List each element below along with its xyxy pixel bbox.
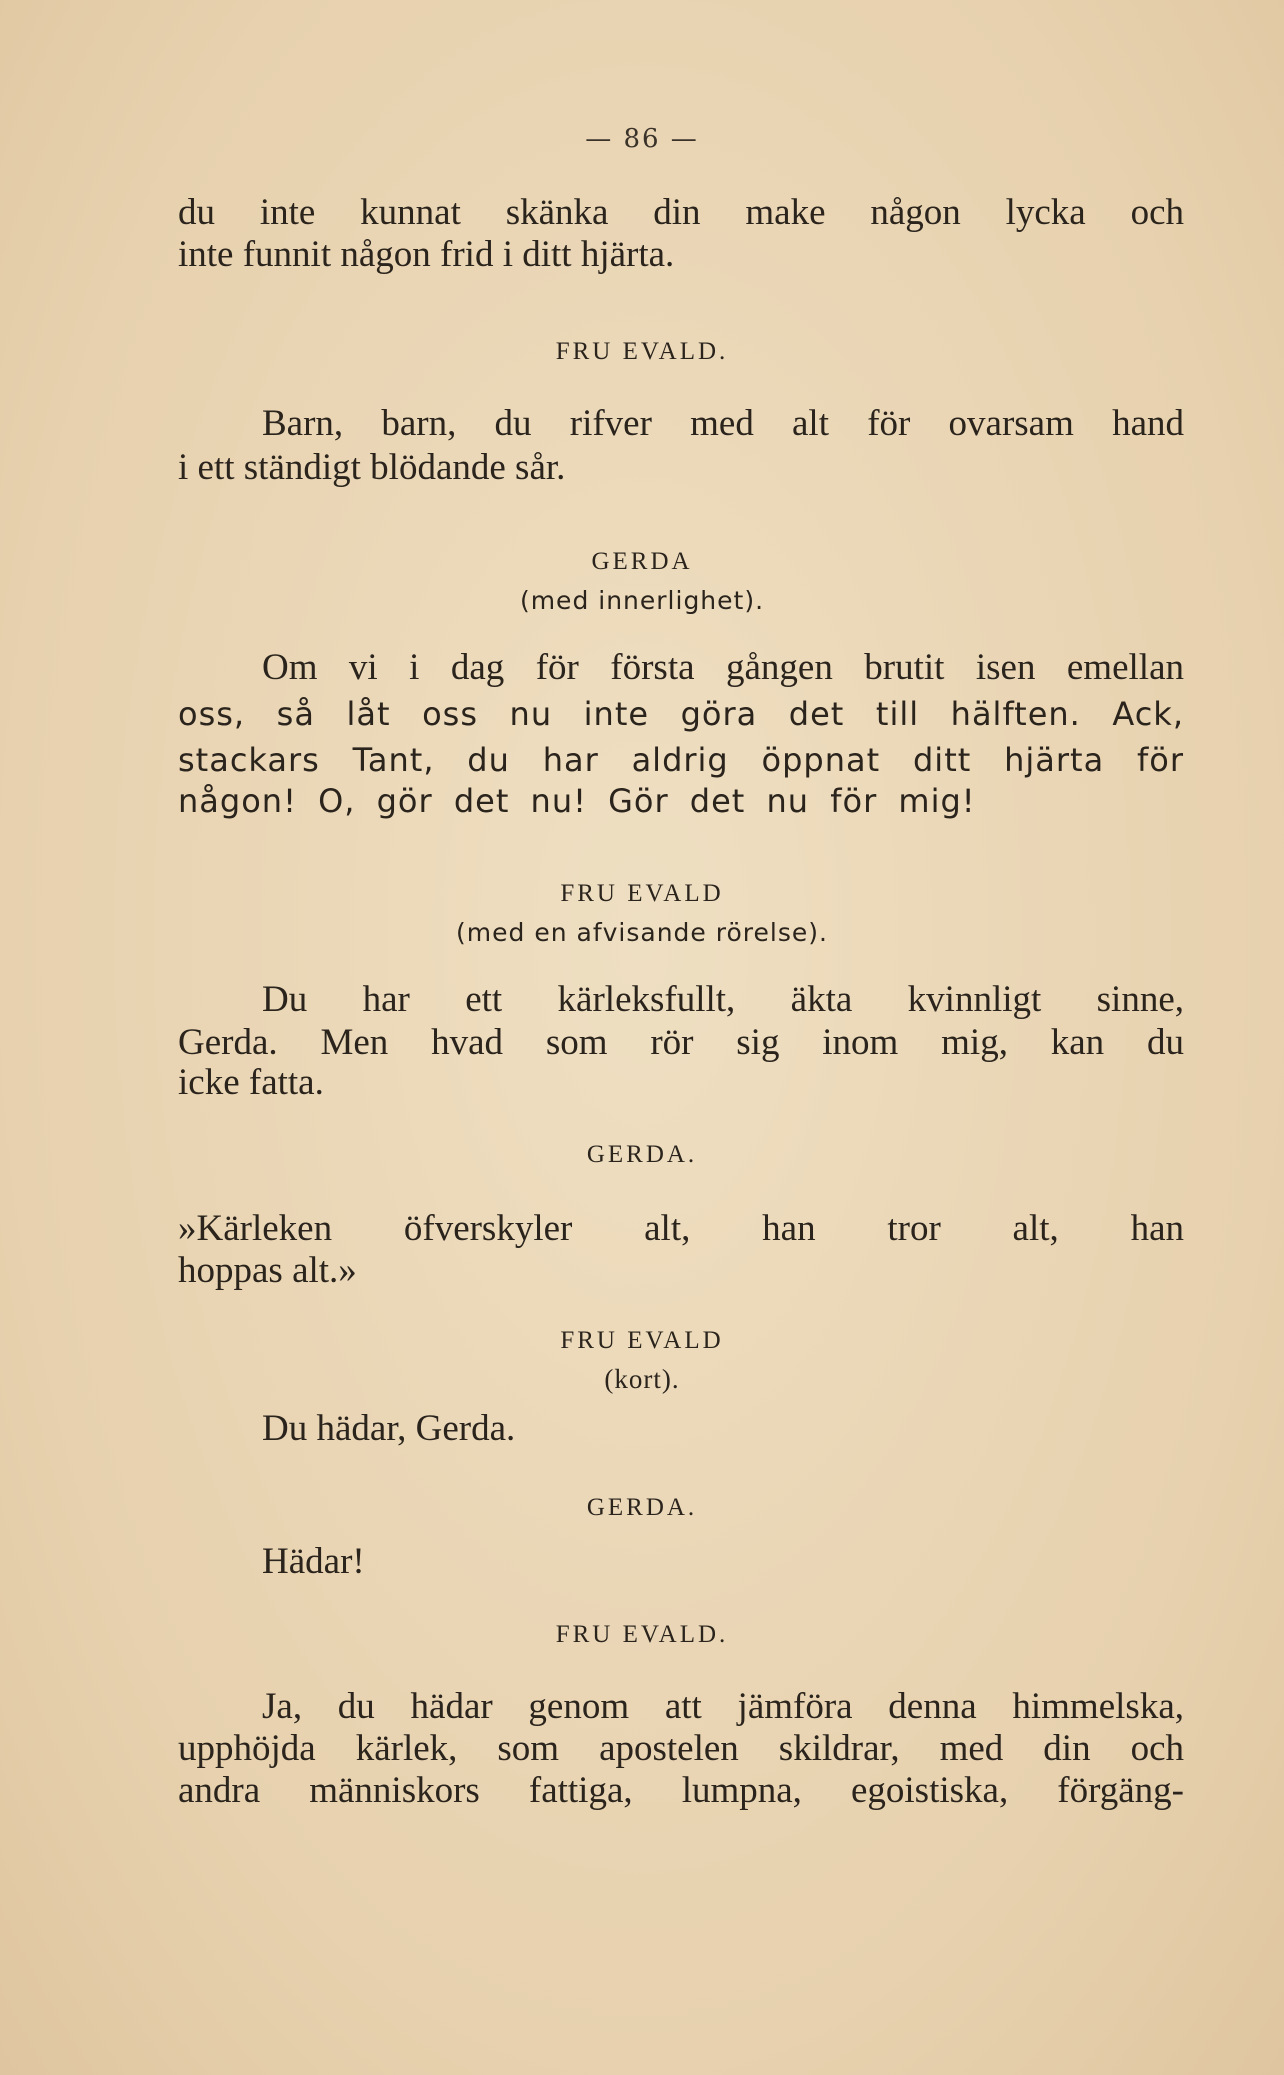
text-line: andra människors fattiga, lumpna, egoistiska, förgäng- (178, 1770, 1184, 1811)
text-line: någon! O, gör det nu! Gör det nu för mig! (178, 782, 976, 820)
speaker-name: GERDA (591, 548, 693, 575)
speaker-name: FRU EVALD. (555, 1621, 729, 1648)
text-line: du inte kunnat skänka din make någon lycka och (178, 192, 1184, 233)
text-line: inte funnit någon frid i ditt hjärta. (178, 234, 675, 275)
speaker-name: GERDA. (586, 1141, 698, 1168)
text-line: icke fatta. (178, 1062, 324, 1103)
stage-direction: (kort). (604, 1364, 680, 1394)
speaker-name: GERDA. (586, 1494, 698, 1521)
text-line: i ett ständigt blödande sår. (178, 447, 566, 488)
speaker-name: FRU EVALD. (555, 338, 729, 365)
text-line: Gerda. Men hvad som rör sig inom mig, kan du (178, 1022, 1184, 1063)
text-line: hoppas alt.» (178, 1250, 357, 1291)
text-line: stackars Tant, du har aldrig öppnat ditt hjärta för (178, 741, 1184, 779)
text-line: Ja, du hädar genom att jämföra denna himmelska, (262, 1686, 1184, 1727)
text-line: Om vi i dag för första gången brutit isen emellan (262, 647, 1184, 688)
page-number: — 86 — (585, 124, 699, 154)
speaker-name: FRU EVALD (560, 880, 724, 907)
text-line: oss, så låt oss nu inte göra det till hälften. Ack, (178, 695, 1184, 733)
text-line: Du hädar, Gerda. (262, 1408, 516, 1449)
text-line: Du har ett kärleksfullt, äkta kvinnligt sinne, (262, 979, 1184, 1020)
text-line: upphöjda kärlek, som apostelen skildrar, med din och (178, 1728, 1184, 1769)
text-line: Barn, barn, du rifver med alt för ovarsam hand (262, 403, 1184, 444)
stage-direction: (med innerlighet). (519, 586, 765, 615)
stage-direction: (med en afvisande rörelse). (456, 918, 828, 947)
text-line: »Kärleken öfverskyler alt, han tror alt, han (178, 1208, 1184, 1249)
speaker-name: FRU EVALD (560, 1327, 724, 1354)
text-line: Hädar! (262, 1541, 365, 1582)
